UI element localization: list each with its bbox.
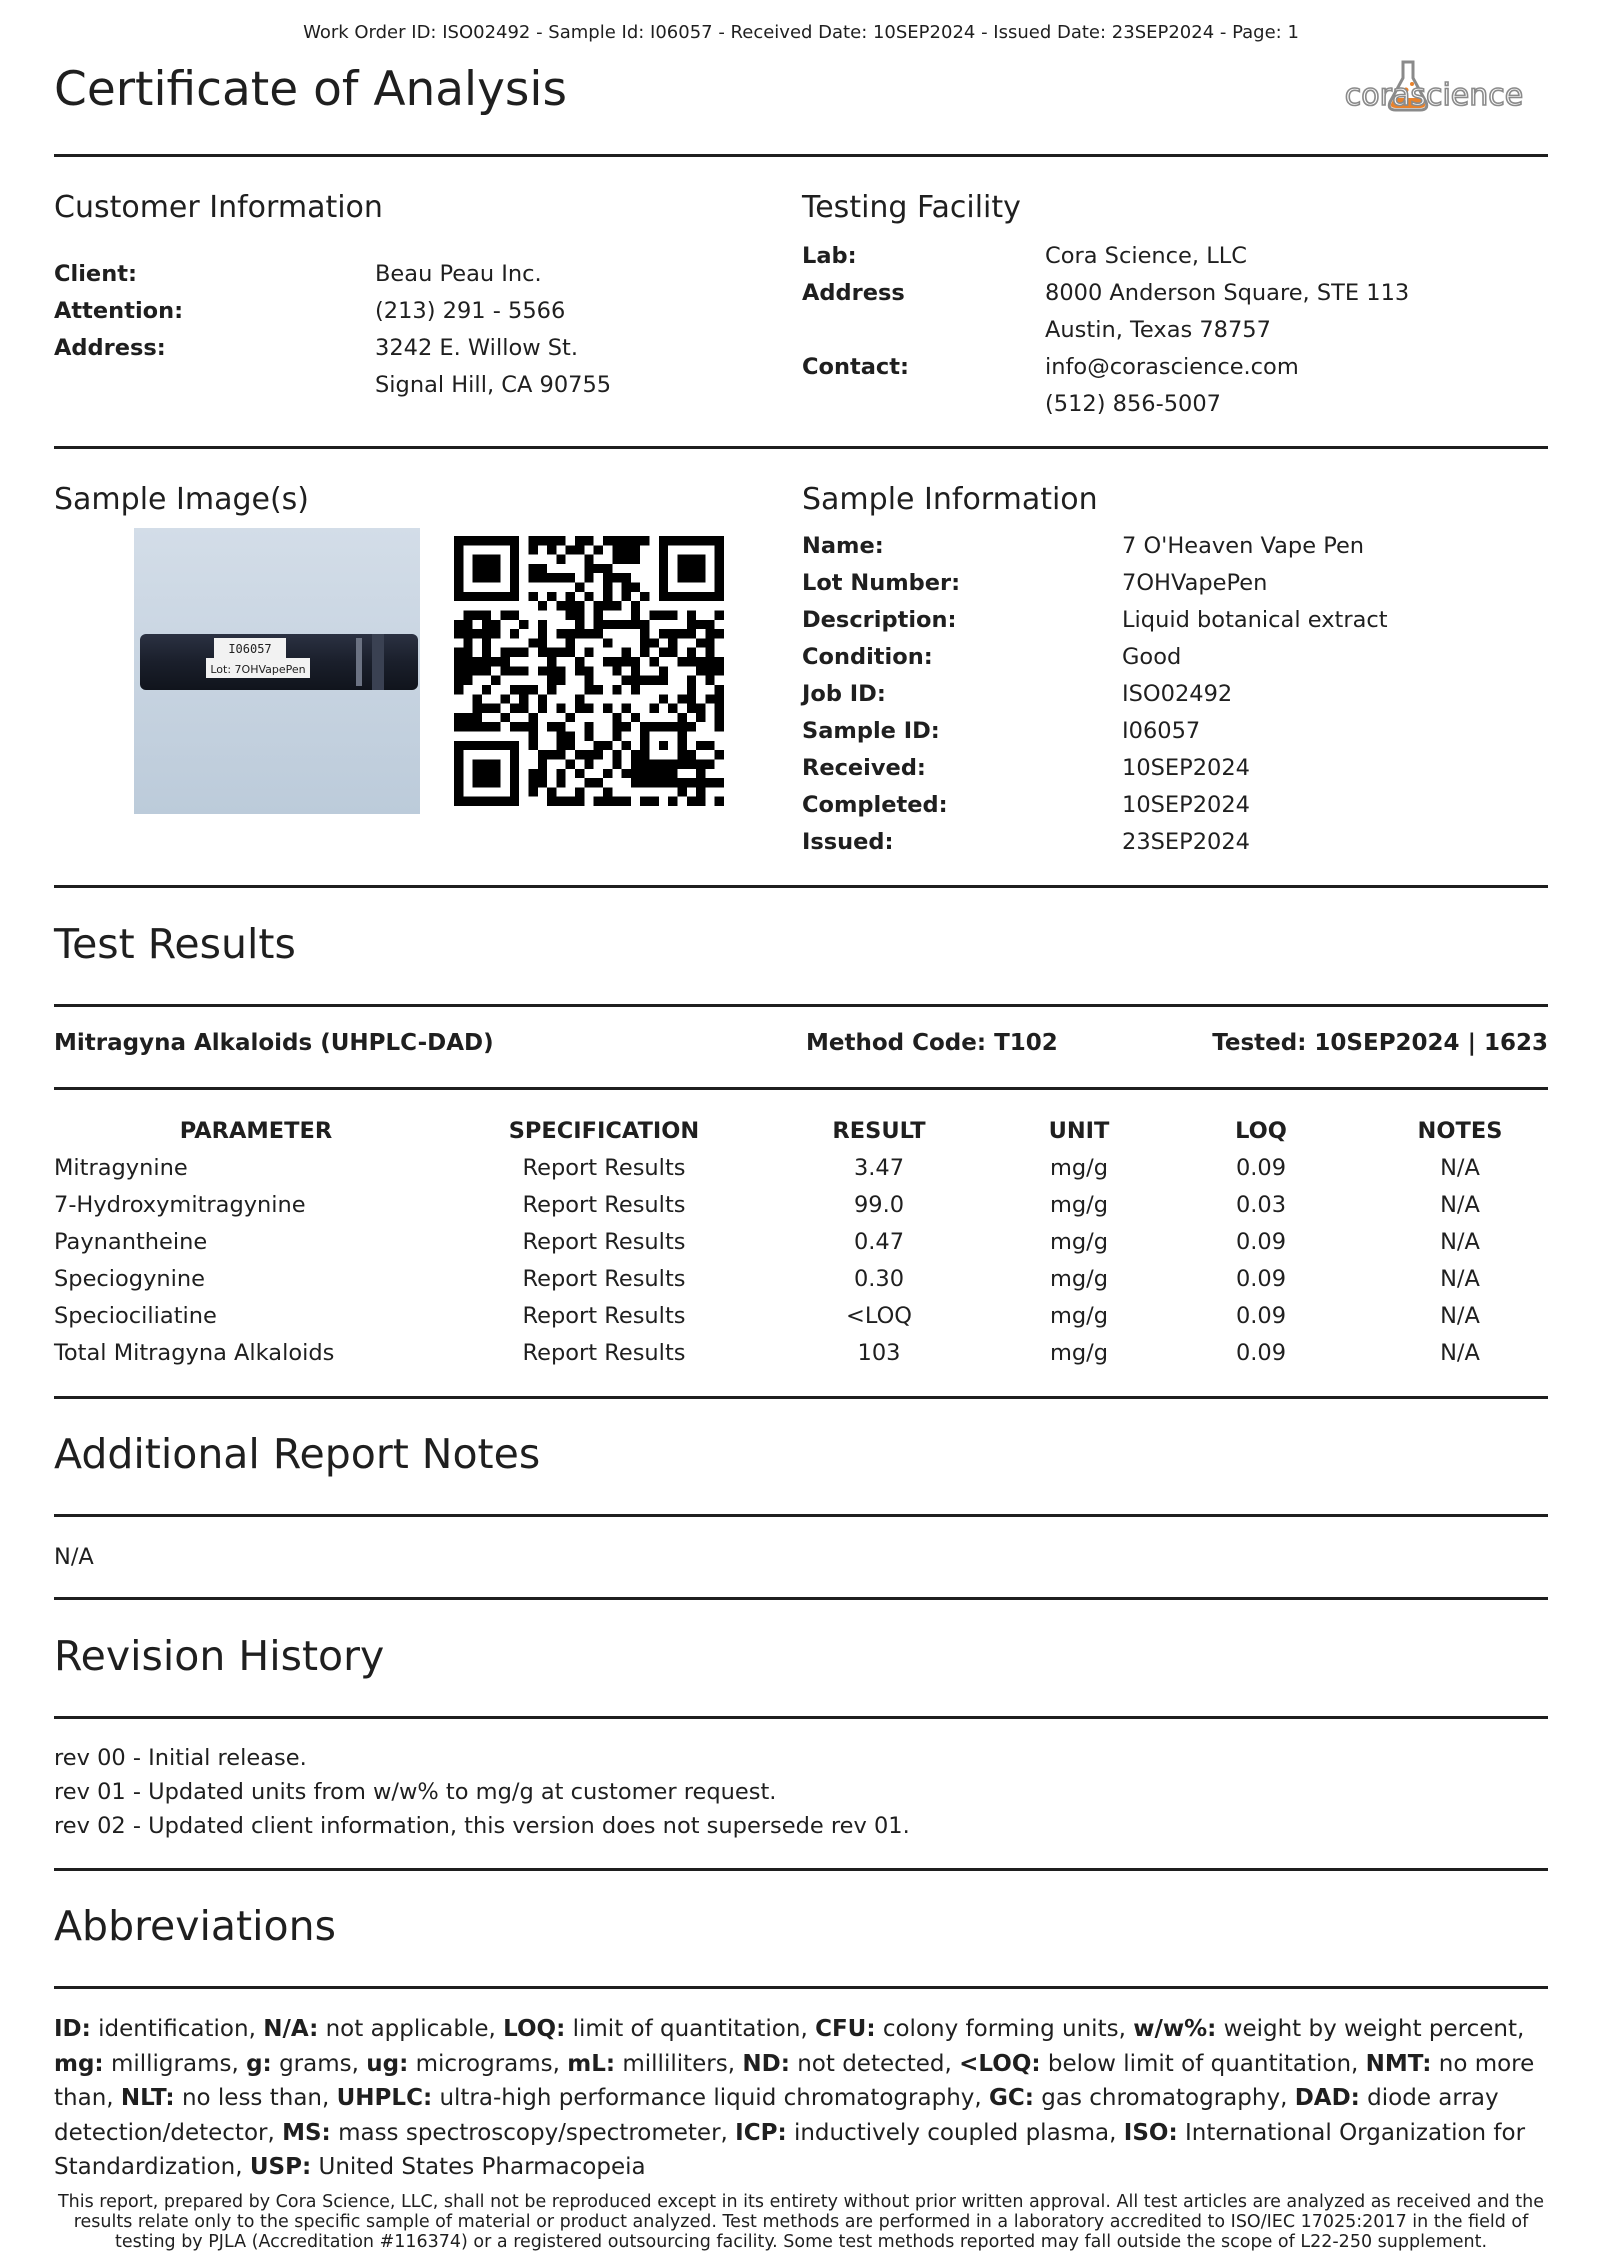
sample-images-heading: Sample Image(s): [54, 482, 310, 517]
description-value: Liquid botanical extract: [1122, 607, 1388, 633]
table-row: [54, 1149, 1548, 1186]
divider: [54, 1396, 1548, 1399]
condition-value: Good: [1122, 644, 1182, 670]
revision-list: [54, 1741, 910, 1843]
sample-id-value: I06057: [1122, 718, 1201, 744]
loq-cell: 0.03: [1235, 1191, 1287, 1218]
table-row: [54, 1297, 1548, 1334]
work-order-header: Work Order ID: ISO02492 - Sample Id: I06057 - Received Date: 10SEP2024 - Issued Date: 23SEP2024 - Page: 1: [303, 22, 1299, 43]
issued-label: Issued:: [802, 829, 894, 855]
abbreviation-definition: United States Pharmacopeia: [311, 2154, 646, 2180]
contact-label: Contact:: [802, 354, 910, 380]
name-value: 7 O'Heaven Vape Pen: [1122, 533, 1365, 559]
divider: [54, 1868, 1548, 1871]
tested-date: Tested: 10SEP2024 | 1623: [1212, 1030, 1548, 1056]
column-header: SPECIFICATION: [508, 1117, 700, 1144]
abbreviation-term: mg:: [54, 2050, 104, 2077]
abbreviation-term: ug:: [366, 2050, 409, 2077]
notes-cell: N/A: [1440, 1228, 1480, 1255]
sample-id-label: Sample ID:: [802, 718, 940, 744]
divider: [54, 1087, 1548, 1090]
table-row: [54, 1334, 1548, 1371]
additional-notes-heading: Additional Report Notes: [54, 1430, 541, 1478]
abbreviation-definition: inductively coupled plasma: [786, 2119, 1110, 2146]
column-header: RESULT: [832, 1117, 926, 1144]
completed-label: Completed:: [802, 792, 948, 818]
revision-history-heading: Revision History: [54, 1632, 385, 1680]
abbreviation-definition: no less than: [174, 2085, 322, 2111]
unit-cell: mg/g: [1049, 1339, 1109, 1366]
parameter-cell: Mitragynine: [54, 1154, 188, 1181]
abbreviation-definition: below limit of quantitation: [1040, 2050, 1352, 2077]
abbreviation-term: ICP:: [735, 2119, 787, 2146]
testing-facility-heading: Testing Facility: [802, 190, 1021, 225]
parameter-cell: Total Mitragyna Alkaloids: [54, 1339, 335, 1366]
photo-label-lot: Lot: 7OHVapePen: [210, 663, 306, 676]
parameter-cell: Speciociliatine: [54, 1302, 217, 1329]
abbreviation-term: ID:: [54, 2016, 91, 2042]
abbreviation-definition: grams: [271, 2050, 352, 2077]
customer-information-heading: Customer Information: [54, 190, 383, 225]
sample-information-heading: Sample Information: [802, 482, 1098, 517]
abbreviation-term: DAD:: [1294, 2085, 1360, 2111]
specification-cell: Report Results: [522, 1191, 686, 1218]
qr-code: [454, 536, 724, 806]
address-label: Address:: [54, 335, 166, 361]
abbreviation-definition: International Organization for Standardization: [54, 2119, 1526, 2180]
loq-cell: 0.09: [1235, 1302, 1287, 1329]
divider: [54, 446, 1548, 449]
divider: [54, 154, 1548, 157]
table-row: [54, 1223, 1548, 1260]
divider: [54, 1004, 1548, 1007]
abbreviation-definition: identification: [90, 2016, 249, 2042]
column-header: UNIT: [1048, 1117, 1110, 1144]
notes-cell: N/A: [1440, 1191, 1480, 1218]
abbreviation-term: LOQ:: [503, 2016, 566, 2042]
client-value: Beau Peau Inc.: [375, 261, 542, 287]
loq-cell: 0.09: [1235, 1339, 1287, 1366]
divider: [54, 1514, 1548, 1517]
abbreviations-heading: Abbreviations: [54, 1902, 336, 1950]
facility-address-line-2: Austin, Texas 78757: [1045, 317, 1271, 343]
list-item: rev 00 - Initial release.: [54, 1745, 307, 1771]
abbreviation-term: ND:: [742, 2050, 790, 2077]
condition-label: Condition:: [802, 644, 933, 670]
lab-value: Cora Science, LLC: [1045, 243, 1247, 269]
parameter-cell: Paynantheine: [54, 1228, 208, 1255]
certificate-page: [54, 0, 1548, 2263]
abbreviation-definition: no more than: [54, 2050, 1535, 2111]
abbreviation-definition: weight by weight percent: [1216, 2016, 1517, 2042]
abbreviation-definition: mass spectroscopy/spectrometer: [330, 2119, 721, 2146]
received-label: Received:: [802, 755, 926, 781]
additional-notes-text: N/A: [54, 1544, 94, 1570]
abbreviation-term: g:: [246, 2050, 272, 2077]
attention-label: Attention:: [54, 298, 184, 324]
specification-cell: Report Results: [522, 1302, 686, 1329]
client-label: Client:: [54, 261, 137, 287]
notes-cell: N/A: [1440, 1339, 1480, 1366]
list-item: rev 02 - Updated client information, this version does not supersede rev 01.: [54, 1813, 910, 1839]
results-header-row: [54, 1112, 1548, 1149]
page-title: Certificate of Analysis: [54, 62, 567, 117]
parameter-cell: 7-Hydroxymitragynine: [54, 1191, 306, 1218]
result-cell: 103: [857, 1339, 901, 1366]
table-row: [54, 1260, 1548, 1297]
abbreviation-definition: ultra-high performance liquid chromatography: [432, 2085, 975, 2111]
divider: [54, 1597, 1548, 1600]
unit-cell: mg/g: [1049, 1154, 1109, 1181]
lot-number-value: 7OHVapePen: [1122, 570, 1268, 596]
abbreviation-definition: gas chromatography: [1033, 2085, 1281, 2111]
result-cell: 99.0: [853, 1191, 905, 1218]
column-header: NOTES: [1417, 1117, 1503, 1144]
list-item: rev 01 - Updated units from w/w% to mg/g at customer request.: [54, 1779, 777, 1805]
unit-cell: mg/g: [1049, 1302, 1109, 1329]
address-line-1: 3242 E. Willow St.: [375, 335, 579, 361]
method-name: Mitragyna Alkaloids (UHPLC-DAD): [54, 1030, 494, 1056]
abbreviation-term: GC:: [989, 2085, 1034, 2111]
abbreviation-term: UHPLC:: [336, 2085, 433, 2111]
description-label: Description:: [802, 607, 957, 633]
column-header: LOQ: [1235, 1117, 1287, 1144]
sample-information-block: [802, 528, 1548, 861]
logo-wordmark: corascience: [1344, 78, 1524, 113]
job-id-label: Job ID:: [802, 681, 886, 707]
abbreviation-term: mL:: [567, 2050, 616, 2077]
abbreviation-definition: milliliters: [615, 2050, 728, 2077]
loq-cell: 0.09: [1235, 1228, 1287, 1255]
abbreviation-definition: not applicable: [318, 2016, 489, 2042]
loq-cell: 0.09: [1235, 1154, 1287, 1181]
unit-cell: mg/g: [1049, 1265, 1109, 1292]
notes-cell: N/A: [1440, 1265, 1480, 1292]
attention-value: (213) 291 - 5566: [375, 298, 566, 324]
address-line-2: Signal Hill, CA 90755: [375, 372, 612, 398]
abbreviation-term: N/A:: [263, 2016, 319, 2042]
divider: [54, 1986, 1548, 1989]
customer-information-block: [54, 256, 734, 404]
specification-cell: Report Results: [522, 1154, 686, 1181]
photo-label-sample-id: I06057: [228, 642, 272, 656]
received-value: 10SEP2024: [1122, 755, 1250, 781]
notes-cell: N/A: [1440, 1154, 1480, 1181]
specification-cell: Report Results: [522, 1265, 686, 1292]
table-row: [54, 1186, 1548, 1223]
cora-science-logo: [1334, 58, 1534, 124]
unit-cell: mg/g: [1049, 1228, 1109, 1255]
lot-number-label: Lot Number:: [802, 570, 961, 596]
abbreviation-definition: colony forming units: [875, 2016, 1119, 2042]
specification-cell: Report Results: [522, 1228, 686, 1255]
method-bar: [54, 1030, 1548, 1066]
parameter-cell: Speciogynine: [54, 1265, 206, 1292]
facility-address-line-1: 8000 Anderson Square, STE 113: [1045, 280, 1410, 306]
divider: [54, 885, 1548, 888]
abbreviation-definition: milligrams: [103, 2050, 232, 2077]
result-cell: 0.47: [853, 1228, 905, 1255]
abbreviation-definition: not detected: [789, 2050, 945, 2077]
result-cell: 3.47: [853, 1154, 905, 1181]
abbreviation-term: ISO:: [1123, 2119, 1178, 2146]
abbreviation-term: USP:: [249, 2154, 312, 2180]
test-results-heading: Test Results: [54, 920, 296, 968]
abbreviation-term: NMT:: [1365, 2050, 1432, 2077]
method-code: Method Code: T102: [806, 1030, 1058, 1056]
job-id-value: ISO02492: [1122, 681, 1233, 707]
completed-value: 10SEP2024: [1122, 792, 1250, 818]
facility-address-label: Address: [802, 280, 905, 306]
testing-facility-block: [802, 238, 1548, 423]
contact-phone: (512) 856-5007: [1045, 391, 1221, 417]
lab-label: Lab:: [802, 243, 857, 269]
abbreviation-definition: diode array detection/detector: [54, 2085, 1499, 2146]
result-cell: <LOQ: [845, 1302, 912, 1329]
abbreviation-term: NLT:: [120, 2085, 175, 2111]
disclaimer-footer: This report, prepared by Cora Science, LLC, shall not be reproduced except in its entirety without prior written approval. All test articles are analyzed as received and the results relate only to the specific sample of material or product analyzed. Test methods are performed in a laboratory accredited to ISO/IEC 17025:2017 in the field of testing by PJLA (Accreditation #116374) or a registered outsourcing facility. Some test methods reported may fall outside the scope of L22-250 supplement.: [57, 2192, 1545, 2252]
result-cell: 0.30: [853, 1265, 905, 1292]
sample-photo: [134, 528, 420, 814]
loq-cell: 0.09: [1235, 1265, 1287, 1292]
abbreviation-term: w/w%:: [1133, 2016, 1217, 2042]
divider: [54, 1716, 1548, 1719]
contact-email: info@corascience.com: [1045, 354, 1299, 380]
notes-cell: N/A: [1440, 1302, 1480, 1329]
issued-value: 23SEP2024: [1122, 829, 1250, 855]
abbreviations-list: ID: identification, N/A: not applicable, LOQ: limit of quantitation, CFU: colony forming units, w/w%: weight by weight percent, mg: milligrams, g: grams, ug: micrograms, mL: milliliters, ND: not detected, <LOQ: below limit of quantitation, NMT: no more than, NLT: no less than, UHPLC: ultra-high performance liquid chromatography, GC: gas chromatography, DAD: diode array detection/detector, MS: mass spectroscopy/spectrometer, ICP: inductively coupled plasma, ISO: International Organization for Standardization, USP: United States Pharmacopeia: [54, 2016, 1535, 2180]
column-header: PARAMETER: [179, 1117, 333, 1144]
abbreviation-term: MS:: [282, 2119, 331, 2146]
results-table: [54, 1112, 1548, 1371]
abbreviation-term: CFU:: [815, 2016, 876, 2042]
abbreviation-term: <LOQ:: [959, 2050, 1041, 2077]
abbreviation-definition: limit of quantitation: [565, 2016, 801, 2042]
abbreviation-definition: micrograms: [408, 2050, 553, 2077]
unit-cell: mg/g: [1049, 1191, 1109, 1218]
name-label: Name:: [802, 533, 884, 559]
specification-cell: Report Results: [522, 1339, 686, 1366]
